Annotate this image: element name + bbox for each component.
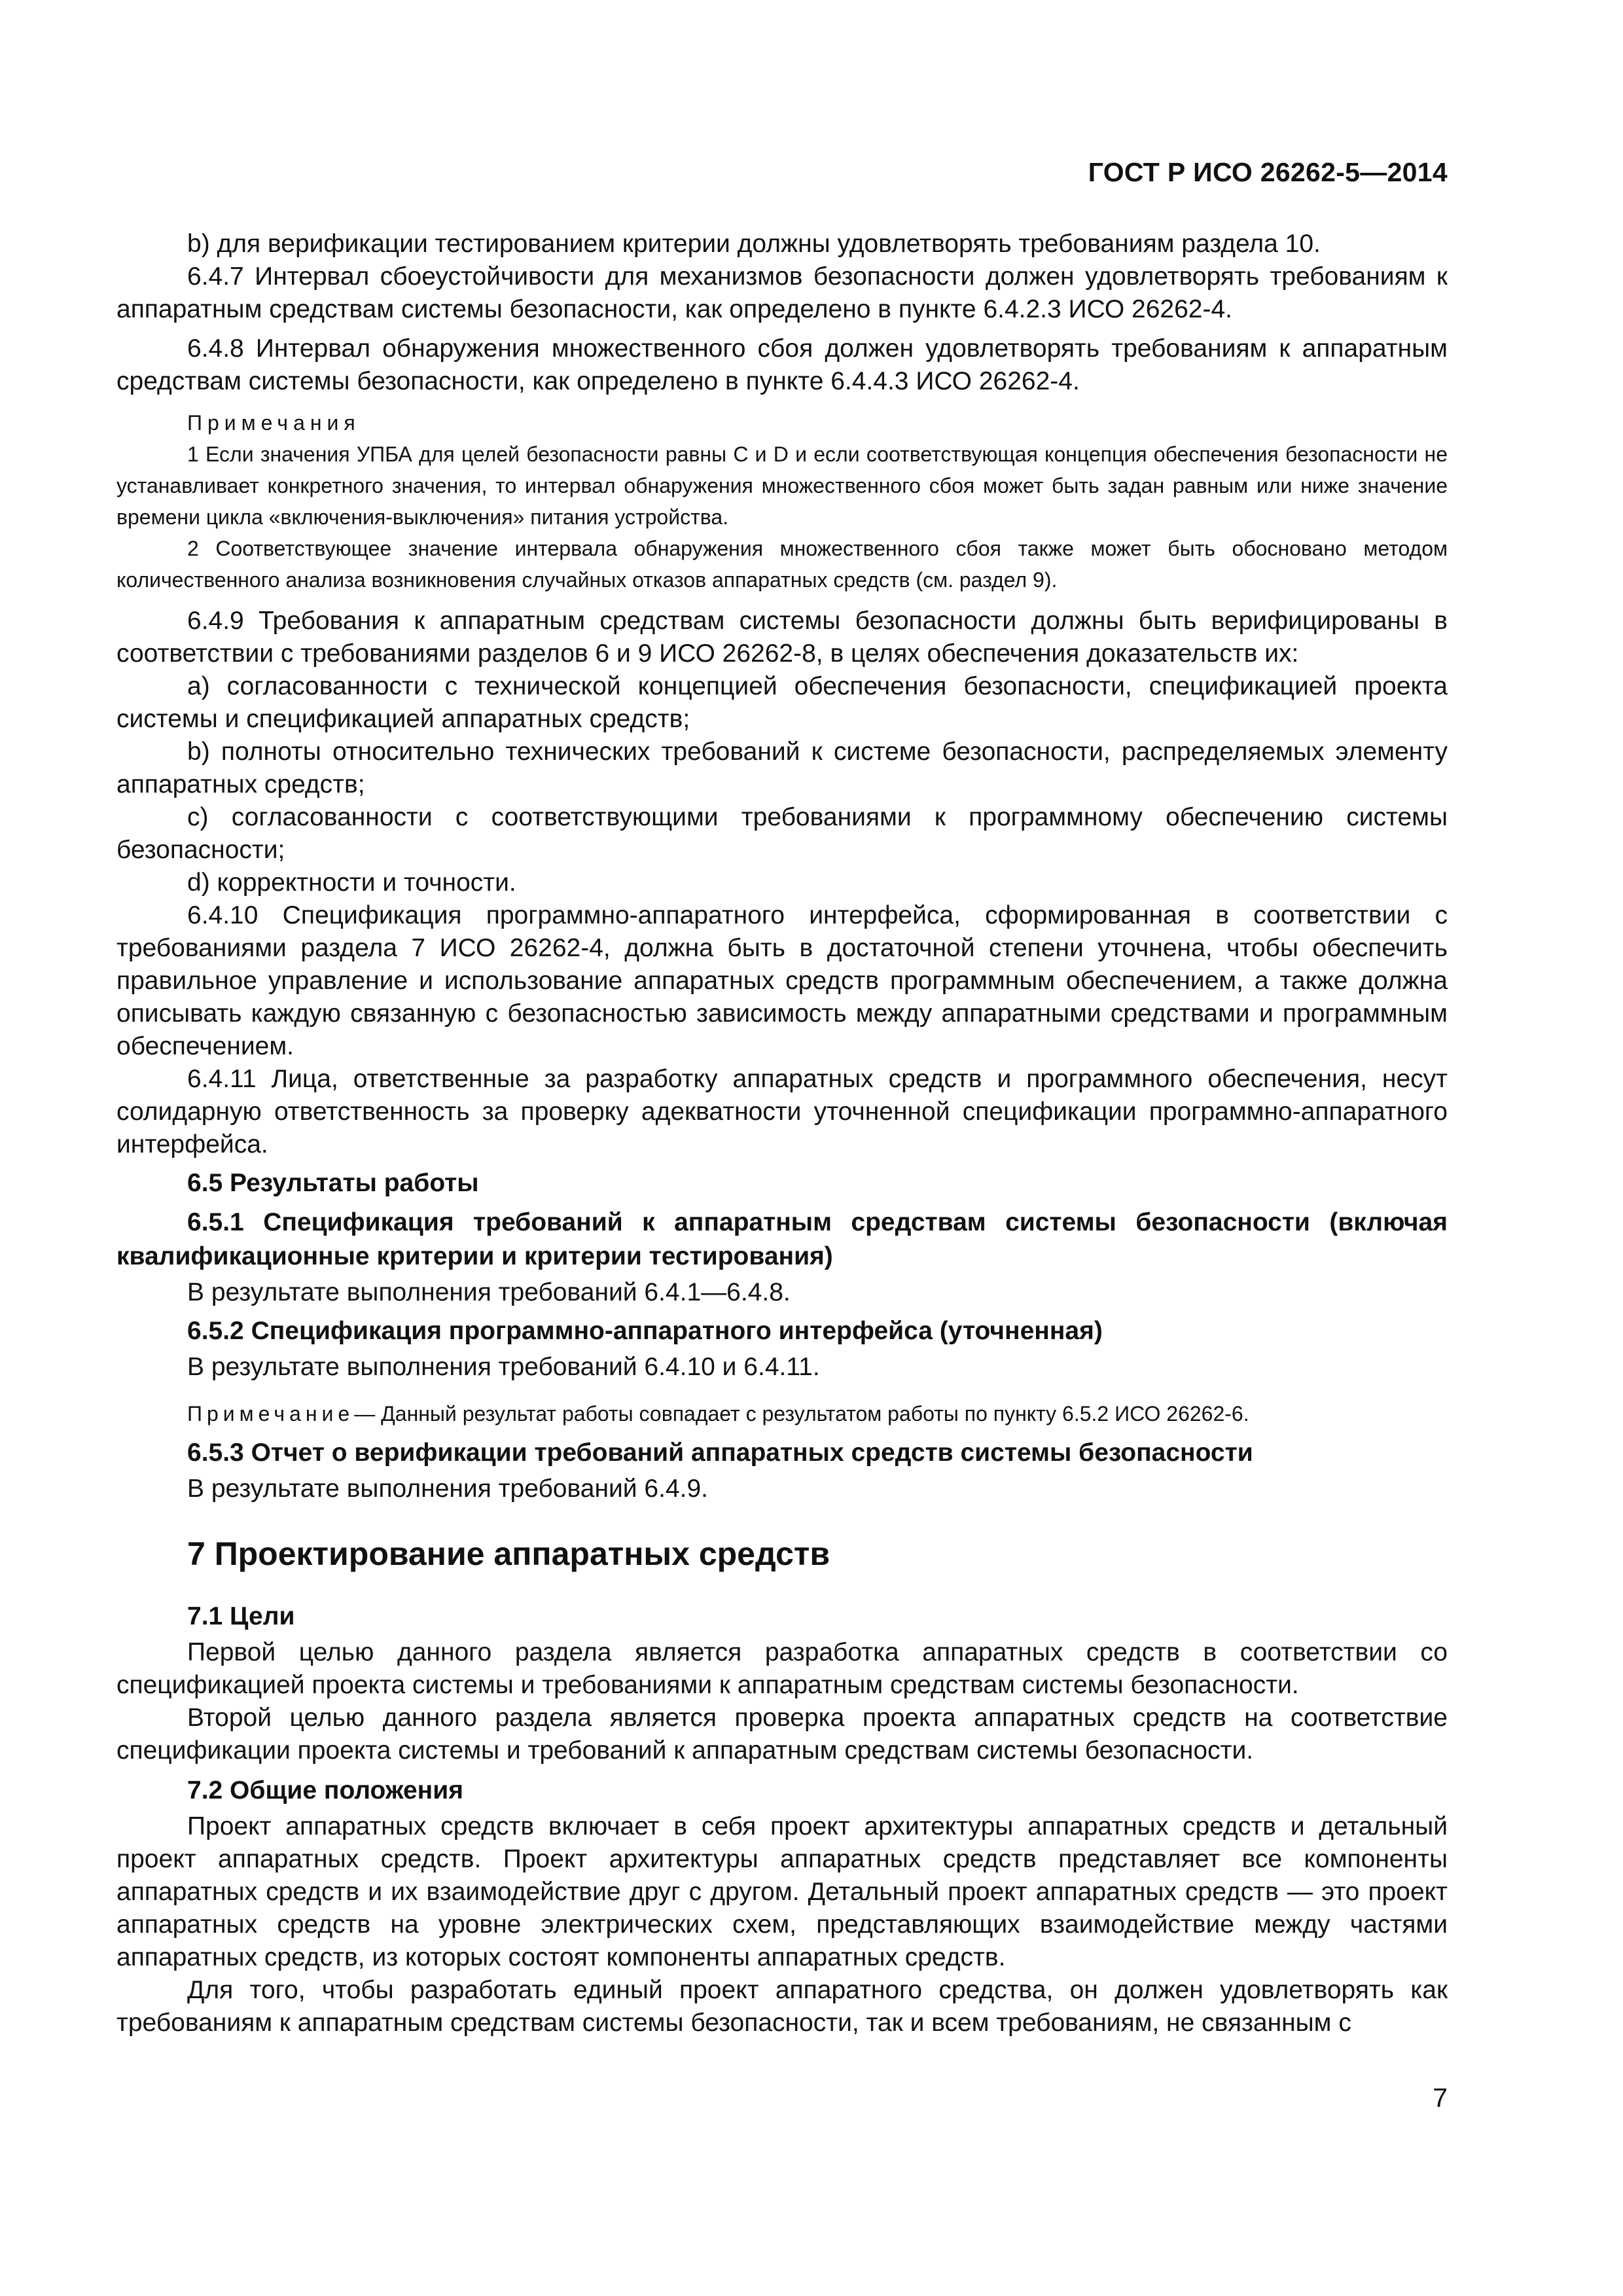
notes-title: Примечания (187, 411, 361, 435)
paragraph: 6.4.7 Интервал сбоеустойчивости для механизмов безопасности должен удовлетворять требованиям к аппаратным средствам системы безопасности, как определено в пункте 6.4.2.3 ИСО 26262-4. (116, 262, 1448, 323)
note: 1 Если значения УПБА для целей безопасности равны C и D и если соответствующая концепция обеспечения безопасности не устанавливает конкретного значения, то интервал обнаружения множественного сбоя может быть задан равным или ниже значение времени цикла «включения-выключения» питания устройства. (116, 442, 1448, 529)
document-header: ГОСТ Р ИСО 26262-5—2014 (1088, 157, 1448, 187)
note (116, 1398, 1448, 1429)
paragraph: Для того, чтобы разработать единый проект аппаратного средства, он должен удовлетворять как требованиям к аппаратным средствам системы безопасности, так и всем требованиям, не связанным с (116, 1976, 1448, 2037)
list-item: d) корректности и точности. (187, 869, 516, 897)
paragraph: Проект аппаратных средств включает в себя проект архитектуры аппаратных средств и детальный проект аппаратных средств. Проект архитектуры аппаратных средств представляет все компоненты аппаратных средств и их взаимодействие друг с другом. Детальный проект аппаратных средств — это проект аппаратных средств на уровне электрических схем, представляющих взаимодействие между частями аппаратных средств, из которых состоят компоненты аппаратных средств. (116, 1812, 1448, 1971)
list-item: a) согласованности с технической концепцией обеспечения безопасности, спецификацией проекта системы и спецификацией аппаратных средств; (116, 672, 1448, 733)
paragraph: b) для верификации тестированием критерии должны удовлетворять требованиям раздела 10. (187, 230, 1321, 258)
paragraph: Второй целью данного раздела является проверка проекта аппаратных средств на соответствие спецификации проекта системы и требований к аппаратным средствам системы безопасности. (116, 1704, 1448, 1765)
notes-block (116, 407, 1448, 596)
section-heading: 7.1 Цели (187, 1602, 295, 1630)
paragraph: 6.4.11 Лица, ответственные за разработку аппаратных средств и программного обеспечения, несут солидарную ответственность за проверку адекватности уточненной спецификации программно-аппаратного интерфейса. (116, 1065, 1448, 1158)
section-heading: 6.5 Результаты работы (187, 1169, 479, 1197)
section-heading: 7.2 Общие положения (187, 1776, 463, 1804)
subsection-heading: 6.5.1 Спецификация требований к аппаратным средствам системы безопасности (включая квалификационные критерии и критерии тестирования) (116, 1208, 1448, 1270)
note-text: — Данный результат работы совпадает с результатом работы по пункту 6.5.2 ИСО 26262-6. (354, 1402, 1249, 1426)
paragraph: В результате выполнения требований 6.4.9. (187, 1475, 708, 1503)
list-item: c) согласованности с соответствующими требованиями к программному обеспечению системы безопасности; (116, 803, 1448, 864)
paragraph: Первой целью данного раздела является разработка аппаратных средств в соответствии со спецификацией проекта системы и требованиями к аппаратным средствам системы безопасности. (116, 1638, 1448, 1699)
page-content (116, 228, 1448, 2039)
paragraph: В результате выполнения требований 6.4.1—6.4.8. (187, 1278, 791, 1306)
note: 2 Соответствующее значение интервала обнаружения множественного сбоя также может быть обосновано методом количественного анализа возникновения случайных отказов аппаратных средств (см. раздел 9). (116, 537, 1448, 592)
paragraph: В результате выполнения требований 6.4.10 и 6.4.11. (187, 1353, 820, 1381)
chapter-heading: 7 Проектирование аппаратных средств (187, 1535, 830, 1572)
subsection-heading: 6.5.2 Спецификация программно-аппаратного интерфейса (уточненная) (187, 1317, 1103, 1345)
page-number: 7 (1433, 2083, 1448, 2113)
paragraph: 6.4.9 Требования к аппаратным средствам системы безопасности должны быть верифицированы в соответствии с требованиями разделов 6 и 9 ИСО 26262-8, в целях обеспечения доказательств их: (116, 607, 1448, 668)
list-item: b) полноты относительно технических требований к системе безопасности, распределяемых элементу аппаратных средств; (116, 738, 1448, 798)
note-label: Примечание (187, 1402, 355, 1426)
paragraph: 6.4.10 Спецификация программно-аппаратного интерфейса, сформированная в соответствии с требованиями раздела 7 ИСО 26262-4, должна быть в достаточной степени уточнена, чтобы обеспечить правильное управление и использование аппаратных средств программным обеспечением, а также должна описывать каждую связанную с безопасностью зависимость между аппаратными средствами и программным обеспечением. (116, 901, 1448, 1060)
paragraph: 6.4.8 Интервал обнаружения множественного сбоя должен удовлетворять требованиям к аппаратным средствам системы безопасности, как определено в пункте 6.4.4.3 ИСО 26262-4. (116, 334, 1448, 395)
subsection-heading: 6.5.3 Отчет о верификации требований аппаратных средств системы безопасности (187, 1439, 1253, 1467)
